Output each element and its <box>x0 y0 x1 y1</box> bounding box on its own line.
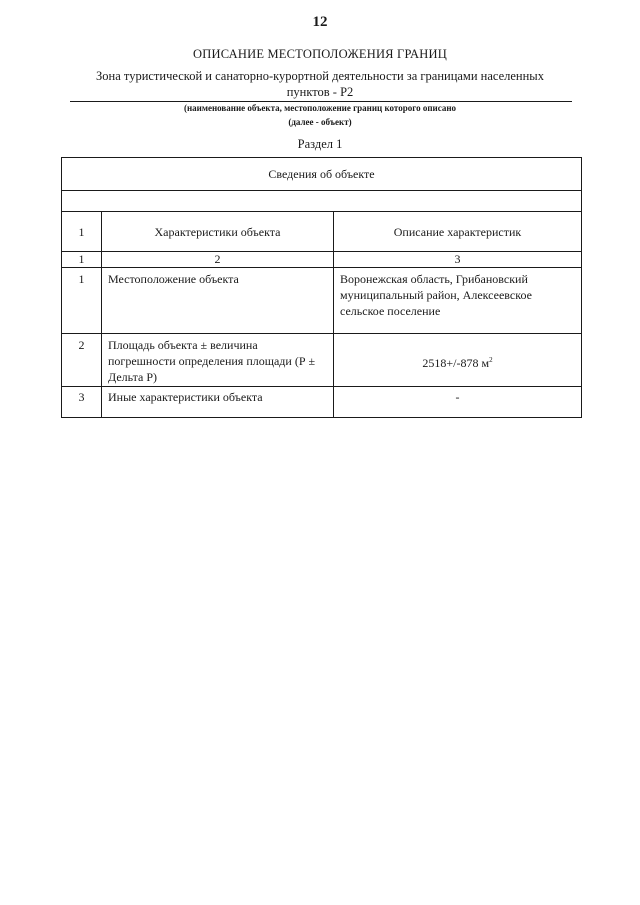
page-number: 12 <box>312 14 328 30</box>
object-info-table <box>61 157 582 418</box>
row-description: - <box>334 387 582 418</box>
table-row <box>62 268 582 334</box>
object-name: Зона туристической и санаторно-курортной деятельности за границами населенных пунктов - Р2 <box>96 69 544 99</box>
row-characteristic: Иные характеристики объекта <box>102 387 334 418</box>
table-row <box>62 334 582 387</box>
row-description: Воронежская область, Грибановский муниципальный район, Алексеевское сельское поселение <box>334 268 582 334</box>
column-number: 1 <box>62 252 102 268</box>
row-characteristic: Местоположение объекта <box>102 268 334 334</box>
table-empty-row <box>62 191 582 212</box>
row-characteristic: Площадь объекта ± величина погрешности определения площади (Р ± Дельта Р) <box>102 334 334 387</box>
row-number: 2 <box>62 334 102 387</box>
table-title: Сведения об объекте <box>62 158 582 191</box>
table-title-row <box>62 158 582 191</box>
area-unit-exponent: 2 <box>489 356 493 364</box>
object-name-caption: (наименование объекта, местоположение границ которого описано <box>183 103 457 113</box>
document-title: ОПИСАНИЕ МЕСТОПОЛОЖЕНИЯ ГРАНИЦ <box>193 47 447 61</box>
header-number: 1 <box>62 212 102 252</box>
row-description <box>334 334 582 387</box>
area-value: 2518+/-878 м <box>422 356 490 370</box>
section-label: Раздел 1 <box>297 137 343 151</box>
table-row <box>62 387 582 418</box>
column-number-row <box>62 252 582 268</box>
header-description: Описание характеристик <box>334 212 582 252</box>
object-name-caption-continued: (далее - объект) <box>288 117 352 127</box>
table-empty-cell <box>62 191 582 212</box>
row-number: 1 <box>62 268 102 334</box>
underline-rule <box>70 101 572 102</box>
row-number: 3 <box>62 387 102 418</box>
column-number: 2 <box>102 252 334 268</box>
header-characteristic: Характеристики объекта <box>102 212 334 252</box>
table-header-row <box>62 212 582 252</box>
column-number: 3 <box>334 252 582 268</box>
